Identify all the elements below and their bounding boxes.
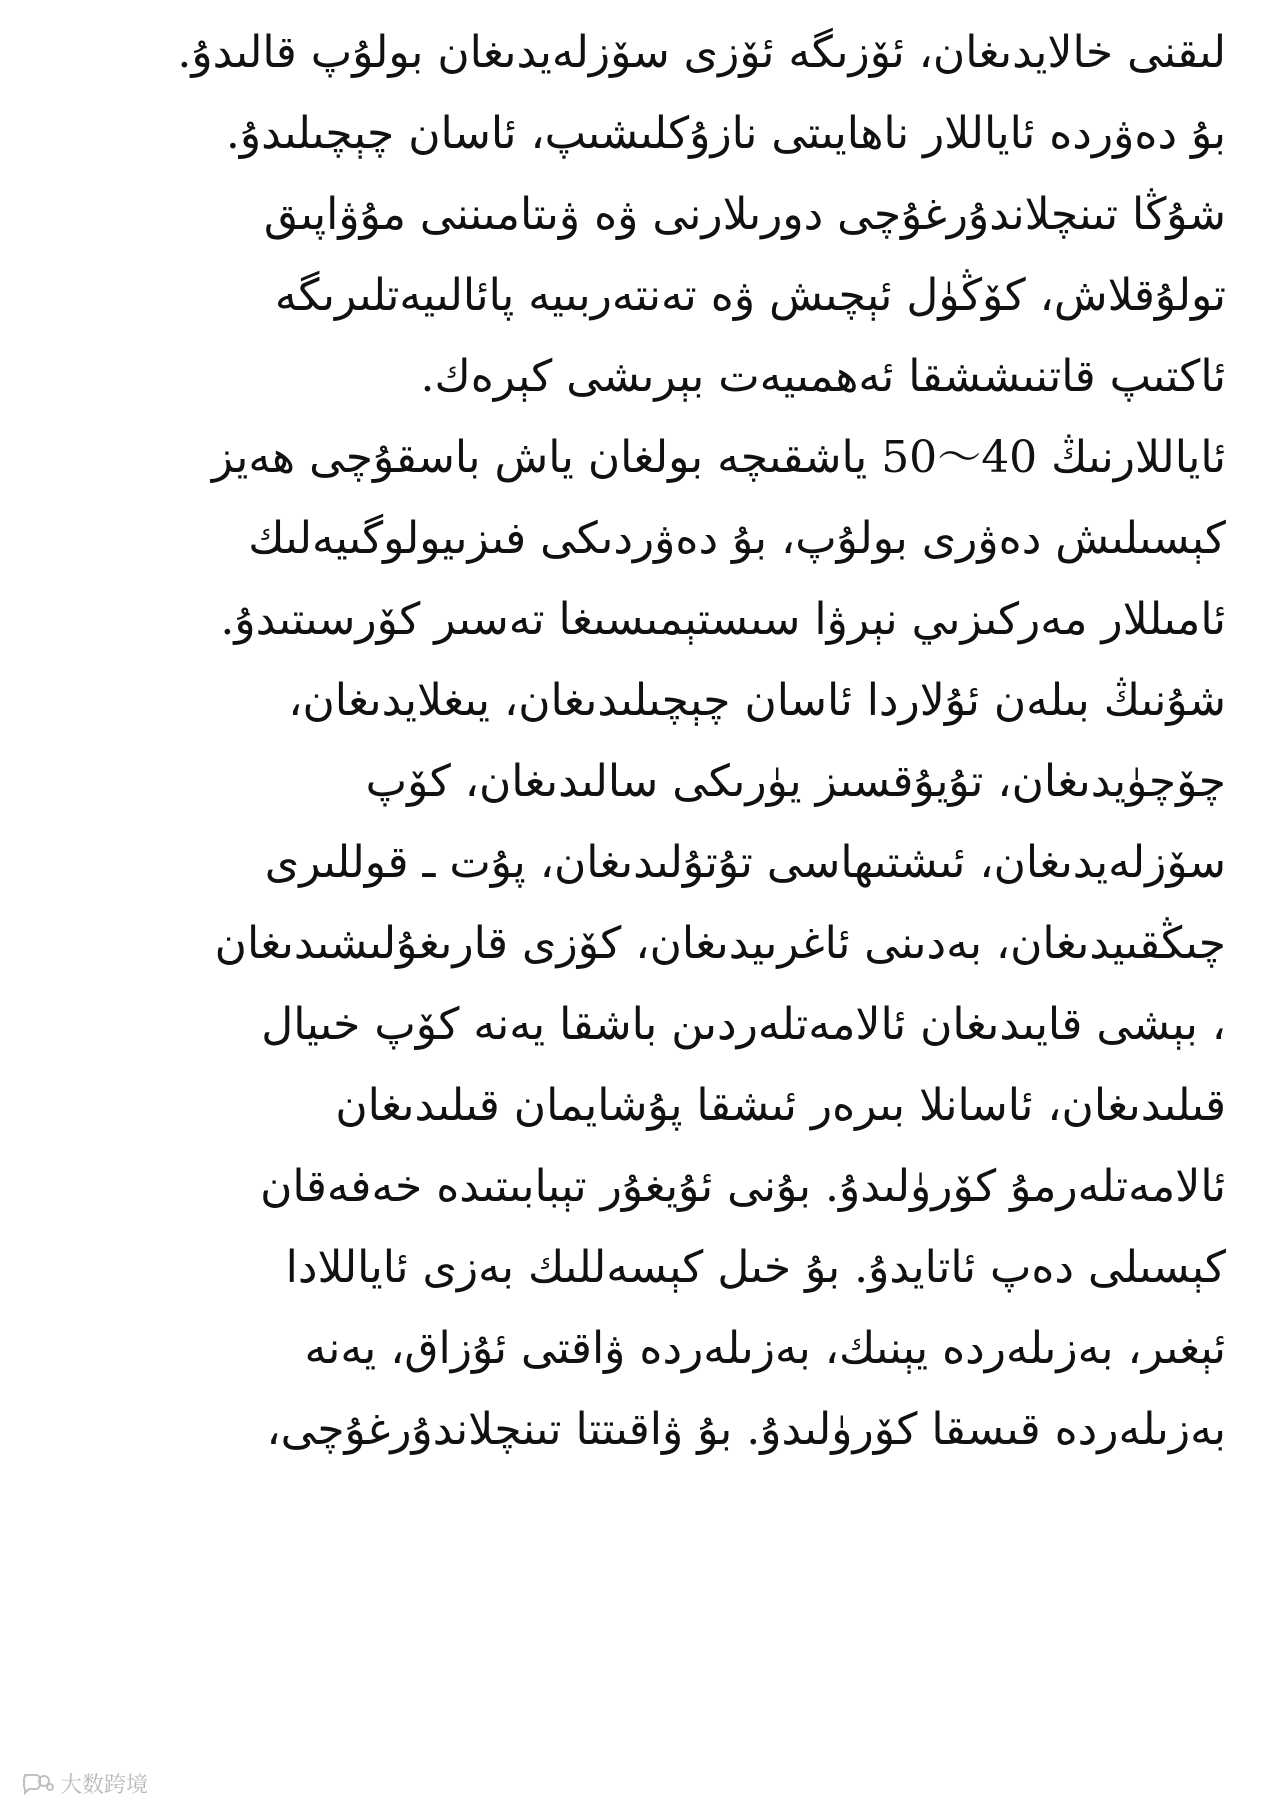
text-line: شۇڭا تىنچلاندۇرغۇچى دورىلارنى ۋە ۋىتامىننى مۇۋاپىق <box>263 189 1226 240</box>
text-line: ئاكتىپ قاتنىششقا ئەھمىيەت بېرىشى كېرەك. <box>420 351 1226 402</box>
text-line: ئامىللار مەركىزىي نېرۋا سىستېمىسىغا تەسىر كۆرسىتىدۇ. <box>220 594 1226 645</box>
text-line: كېسىلىش دەۋرى بولۇپ، بۇ دەۋردىكى فىزىيولوگىيەلىك <box>248 513 1226 564</box>
text-line: تولۇقلاش، كۆڭۈل ئېچىش ۋە تەنتەربىيە پائالىيەتلىرىگە <box>274 270 1226 321</box>
text-line: ئېغىر، بەزىلەردە يېنىك، بەزىلەردە ۋاقتى ئۇزاق، يەنە <box>304 1323 1226 1374</box>
chat-bubble-logo-icon <box>20 1771 54 1795</box>
text-line: سۆزلەيدىغان، ئىشتىھاسى تۇتۇلىدىغان، پۇت ـ قوللىرى <box>264 837 1226 888</box>
text-line: بەزىلەردە قىسقا كۆرۈلىدۇ. بۇ ۋاقىتتا تىنچلاندۇرغۇچى، <box>266 1404 1226 1455</box>
text-line: بۇ دەۋردە ئاياللار ناھايىتى نازۇكلىشىپ، ئاسان چېچىلىدۇ. <box>225 108 1226 159</box>
text-line: لىقنى خالايدىغان، ئۆزىگە ئۆزى سۆزلەيدىغان بولۇپ قالىدۇ. <box>177 27 1226 78</box>
text-line: شۇنىڭ بىلەن ئۇلاردا ئاسان چېچىلىدىغان، يىغلايدىغان، <box>288 675 1226 726</box>
text-line: ، بېشى قايىدىغان ئالامەتلەردىن باشقا يەنە كۆپ خىيال <box>261 999 1226 1050</box>
watermark <box>20 1768 148 1798</box>
text-line: ئالامەتلەرمۇ كۆرۈلىدۇ. بۇنى ئۇيغۇر تېبابىتىدە خەفەقان <box>260 1161 1226 1212</box>
body-text <box>80 12 1226 1470</box>
text-line: قىلىدىغان، ئاسانلا بىرەر ئىشقا پۇشايمان قىلىدىغان <box>335 1080 1226 1131</box>
text-line: چۆچۈيدىغان، تۇيۇقسىز يۈرىكى سالىدىغان، كۆپ <box>365 756 1226 807</box>
text-line: كېسىلى دەپ ئاتايدۇ. بۇ خىل كېسەللىك بەزى ئاياللادا <box>285 1242 1226 1293</box>
watermark-text: 大数跨境 <box>60 1772 149 1798</box>
text-line: ئاياللارنىڭ 40～50 ياشقىچە بولغان ياش باسقۇچى ھەيز <box>211 432 1226 483</box>
text-line: چىڭقىيدىغان، بەدىنى ئاغرىيدىغان، كۆزى قارىغۇلىشىدىغان <box>214 918 1226 969</box>
